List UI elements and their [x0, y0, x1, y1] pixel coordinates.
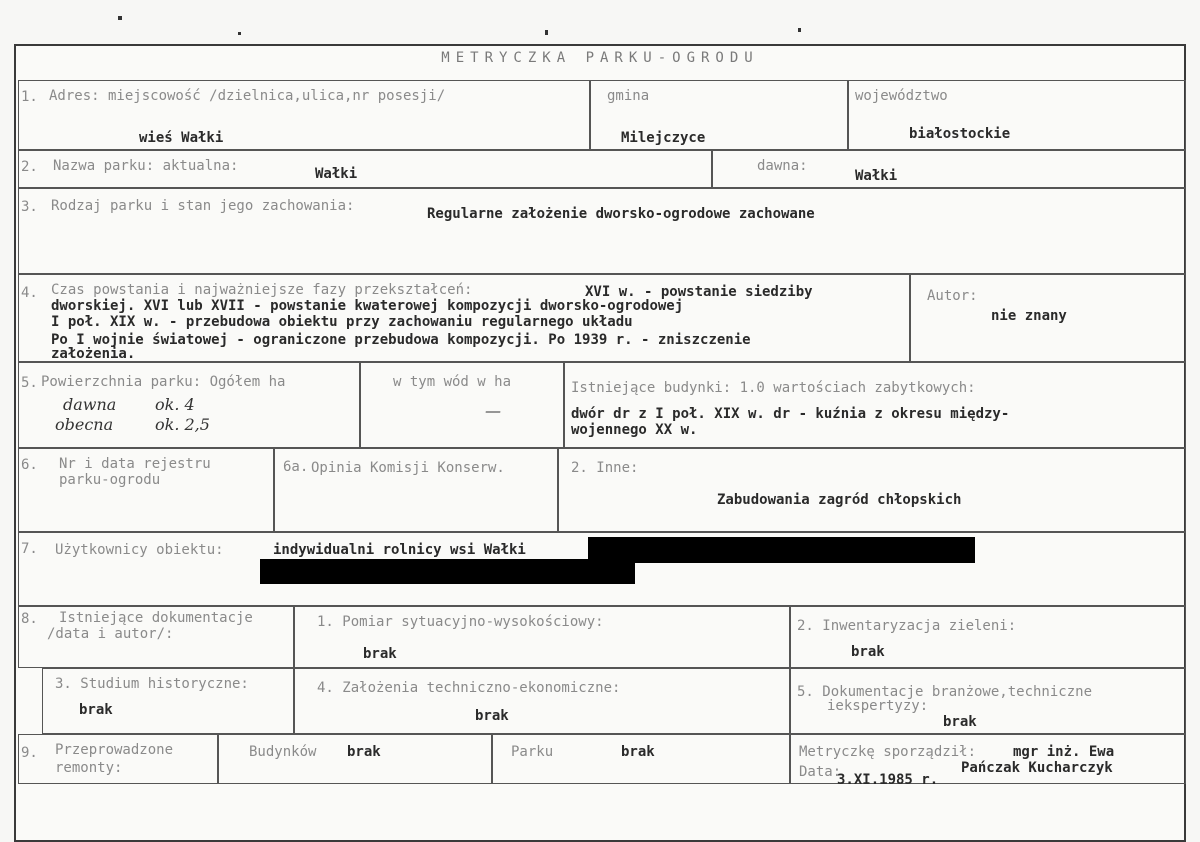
- renovations-label-1: Przeprowadzone: [55, 742, 174, 758]
- area-old-label: dawna: [63, 395, 117, 414]
- area-current-label: obecna: [55, 415, 114, 434]
- scan-mark: [238, 32, 241, 35]
- row-8-history-study: [42, 668, 294, 734]
- park-name-current: Wałki: [315, 166, 358, 182]
- row-number: 9.: [21, 745, 38, 761]
- survey-label: 1. Pomiar sytuacyjno-wysokościowy:: [317, 614, 604, 630]
- row-6-register: [18, 448, 274, 532]
- renov-park-label: Parku: [511, 744, 554, 760]
- park-name-old: Wałki: [855, 168, 898, 184]
- row-number: 3.: [21, 199, 38, 215]
- opinion-number: 6a.: [283, 459, 309, 475]
- prepared-value-1: mgr inż. Ewa: [1013, 744, 1115, 760]
- buildings-label: Istniejące budynki: 1.0 wartościach zabytkowych:: [571, 380, 976, 396]
- renovations-label-2: remonty:: [55, 760, 123, 776]
- other-value: Zabudowania zagród chłopskich: [717, 492, 962, 508]
- renov-buildings-value: brak: [347, 744, 381, 760]
- users-label: Użytkownicy obiektu:: [55, 542, 224, 558]
- address-label: Adres: miejscowość /dzielnica,ulica,nr posesji/: [49, 88, 446, 104]
- row-number: 5.: [21, 375, 38, 391]
- row-5-water: [360, 362, 564, 448]
- row-9-buildings: [218, 734, 492, 784]
- row-4-author: [910, 274, 1186, 362]
- row-number: 1.: [21, 89, 38, 105]
- docs-label-2: /data i autor/:: [47, 626, 174, 642]
- row-2-name-current: [18, 150, 712, 188]
- row-6-other: [558, 448, 1186, 532]
- author-value: nie znany: [991, 308, 1067, 324]
- area-label: Powierzchnia parku: Ogółem ha: [41, 374, 286, 390]
- users-value: indywidualni rolnicy wsi Wałki: [273, 542, 526, 558]
- date-label: Data:: [799, 764, 842, 780]
- gmina-value: Milejczyce: [621, 130, 706, 146]
- history-study-value: brak: [79, 702, 113, 718]
- park-name-old-label: dawna:: [757, 158, 808, 174]
- water-label: w tym wód w ha: [393, 374, 512, 390]
- expertise-label-2: iekspertyzy:: [827, 698, 929, 714]
- prepared-value-2: Pańczak Kucharczyk: [961, 760, 1113, 776]
- buildings-line-1: dwór dr z I poł. XIX w. dr - kuźnia z okresu między-: [571, 406, 1010, 422]
- row-6-opinion: [274, 448, 558, 532]
- park-type-value: Regularne założenie dworsko-ogrodowe zachowane: [427, 206, 815, 222]
- row-8-survey: [294, 606, 790, 668]
- renov-park-value: brak: [621, 744, 655, 760]
- row-8-tech-econ: [294, 668, 790, 734]
- buildings-line-2: wojennego XX w.: [571, 422, 698, 438]
- address-value: wieś Wałki: [139, 130, 224, 146]
- water-value: —: [485, 401, 501, 420]
- row-8-greenery: [790, 606, 1186, 668]
- gmina-label: gmina: [607, 88, 650, 104]
- survey-value: brak: [363, 646, 397, 662]
- greenery-value: brak: [851, 644, 885, 660]
- scan-mark: [118, 16, 122, 20]
- row-1-address: [18, 80, 590, 150]
- renov-buildings-label: Budynków: [249, 744, 317, 760]
- expertise-label-1: 5. Dokumentacje branżowe,techniczne: [797, 684, 1093, 700]
- row-3-type: [18, 188, 1186, 274]
- redaction-bar: [588, 537, 975, 563]
- expertise-value: brak: [943, 714, 977, 730]
- area-old-value: ok. 4: [155, 395, 195, 414]
- history-label: Czas powstania i najważniejsze fazy przekształceń:: [51, 282, 473, 298]
- row-number: 8.: [21, 611, 38, 627]
- row-number: 4.: [21, 285, 38, 301]
- docs-label-1: Istniejące dokumentacje: [59, 610, 253, 626]
- row-8-expertise: [790, 668, 1186, 734]
- opinion-label: Opinia Komisji Konserw.: [311, 460, 505, 476]
- history-study-label: 3. Studium historyczne:: [55, 676, 249, 692]
- history-line-5: założenia.: [51, 346, 136, 362]
- row-9-prepared: [790, 734, 1186, 788]
- row-9-renovations: [18, 734, 218, 784]
- register-label-2: parku-ogrodu: [59, 472, 161, 488]
- park-name-label: Nazwa parku: aktualna:: [53, 158, 239, 174]
- author-label: Autor:: [927, 288, 978, 304]
- row-1-gmina: [590, 80, 848, 150]
- row-5-buildings: [564, 362, 1186, 448]
- row-number: 6.: [21, 457, 38, 473]
- voivodeship-label: województwo: [855, 88, 948, 104]
- greenery-label: 2. Inwentaryzacja zieleni:: [797, 618, 1017, 634]
- park-record-form: [14, 44, 1186, 842]
- row-1-voivodeship: [848, 80, 1186, 150]
- scan-mark: [798, 28, 801, 32]
- other-label: 2. Inne:: [571, 460, 639, 476]
- history-line-4: Po I wojnie światowej - ograniczone przebudowa kompozycji. Po 1939 r. - zniszczenie: [51, 332, 751, 348]
- row-9-park: [492, 734, 790, 784]
- prepared-label: Metryczkę sporządził:: [799, 744, 977, 760]
- row-4-history: [18, 274, 910, 362]
- scan-mark: [545, 30, 548, 35]
- row-2-name-old: [712, 150, 1186, 188]
- row-5-area: [18, 362, 360, 448]
- form-title: METRYCZKA PARKU-OGRODU: [441, 50, 759, 66]
- redaction-bar: [260, 559, 635, 584]
- register-label-1: Nr i data rejestru: [59, 456, 211, 472]
- date-value: 3.XI.1985 r.: [837, 772, 939, 788]
- area-current-value: ok. 2,5: [155, 415, 210, 434]
- history-line-1: XVI w. - powstanie siedziby: [585, 284, 813, 300]
- row-8-docs: [18, 606, 294, 668]
- park-type-label: Rodzaj parku i stan jego zachowania:: [51, 198, 355, 214]
- history-line-3: I poł. XIX w. - przebudowa obiektu przy zachowaniu regularnego układu: [51, 314, 633, 330]
- row-number: 2.: [21, 159, 38, 175]
- tech-econ-value: brak: [475, 708, 509, 724]
- tech-econ-label: 4. Założenia techniczno-ekonomiczne:: [317, 680, 621, 696]
- row-number: 7.: [21, 541, 38, 557]
- voivodeship-value: białostockie: [909, 126, 1011, 142]
- history-line-2: dworskiej. XVI lub XVII - powstanie kwaterowej kompozycji dworsko-ogrodowej: [51, 298, 684, 314]
